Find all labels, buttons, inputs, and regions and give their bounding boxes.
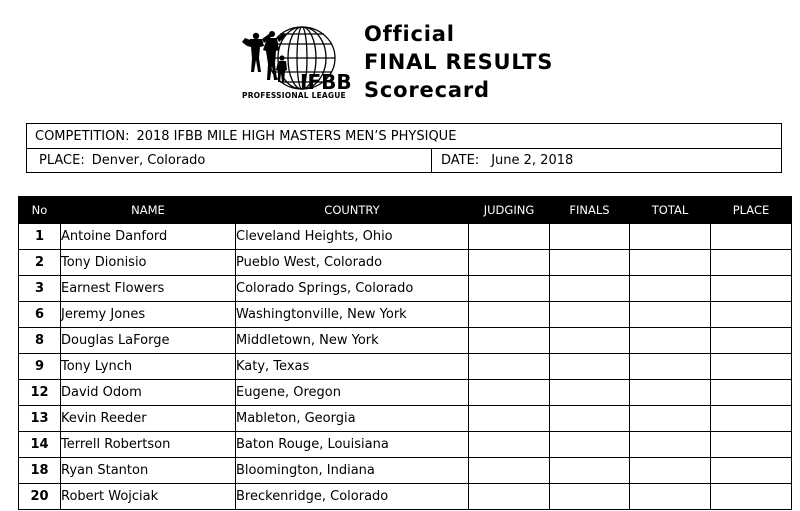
table-row [19,276,792,302]
finals-cell [550,380,630,406]
finals-cell [550,484,630,510]
results-body [19,224,792,510]
competitor-number: 18 [19,458,61,484]
table-row [19,432,792,458]
competitor-number: 6 [19,302,61,328]
place-cell [711,328,792,354]
competitor-name: Terrell Robertson [61,432,236,458]
place-cell [711,250,792,276]
competitor-location: Mableton, Georgia [236,406,469,432]
competitor-name: Robert Wojciak [61,484,236,510]
competitor-location: Bloomington, Indiana [236,458,469,484]
place-label: PLACE: [39,153,85,168]
place-cell [27,149,432,173]
competition-value: 2018 IFBB MILE HIGH MASTERS MEN’S PHYSIQUE [136,129,457,144]
total-cell [630,302,711,328]
table-header-row [19,197,792,224]
finals-cell [550,224,630,250]
competitor-location: Cleveland Heights, Ohio [236,224,469,250]
place-cell [711,406,792,432]
date-value: June 2, 2018 [491,153,574,168]
finals-cell [550,354,630,380]
competitor-name: Tony Dionisio [61,250,236,276]
total-cell [630,458,711,484]
place-cell [711,302,792,328]
finals-cell [550,432,630,458]
finals-cell [550,276,630,302]
date-cell [432,149,573,173]
competitor-name: Earnest Flowers [61,276,236,302]
table-row [19,328,792,354]
total-cell [630,380,711,406]
table-row [19,354,792,380]
competitor-number: 13 [19,406,61,432]
judging-cell [469,224,550,250]
total-cell [630,224,711,250]
judging-cell [469,354,550,380]
header-no: No [19,197,61,224]
competitor-number: 8 [19,328,61,354]
total-cell [630,406,711,432]
total-cell [630,354,711,380]
place-value: Denver, Colorado [91,153,206,168]
competitor-name: Douglas LaForge [61,328,236,354]
header-place: PLACE [711,197,792,224]
place-date-row [27,149,781,173]
title-line-3: Scorecard [364,78,490,102]
total-cell [630,432,711,458]
competitor-name: Jeremy Jones [61,302,236,328]
finals-cell [550,458,630,484]
scorecard-title [364,20,553,104]
competitor-name: Antoine Danford [61,224,236,250]
competitor-name: Tony Lynch [61,354,236,380]
table-row [19,250,792,276]
logo-org-text: IFBB [300,70,352,94]
total-cell [630,250,711,276]
judging-cell [469,432,550,458]
judging-cell [469,380,550,406]
competitor-name: David Odom [61,380,236,406]
competition-info-box [26,123,782,173]
place-cell [711,224,792,250]
results-table [18,196,792,510]
judging-cell [469,250,550,276]
judging-cell [469,328,550,354]
place-cell [711,380,792,406]
finals-cell [550,302,630,328]
place-cell [711,276,792,302]
competitor-number: 9 [19,354,61,380]
logo-league-text: PROFESSIONAL LEAGUE [242,91,346,100]
table-row [19,406,792,432]
table-row [19,484,792,510]
competitor-location: Baton Rouge, Louisiana [236,432,469,458]
header-finals: FINALS [550,197,630,224]
table-row [19,380,792,406]
place-cell [711,458,792,484]
place-cell [711,354,792,380]
date-label: DATE: [441,153,480,168]
competition-label: COMPETITION: [35,129,130,144]
competitor-number: 1 [19,224,61,250]
competitor-number: 3 [19,276,61,302]
competitor-name: Ryan Stanton [61,458,236,484]
judging-cell [469,302,550,328]
judging-cell [469,458,550,484]
competitor-number: 2 [19,250,61,276]
header-total: TOTAL [630,197,711,224]
finals-cell [550,250,630,276]
competitor-number: 14 [19,432,61,458]
title-line-1: Official [364,22,455,46]
finals-cell [550,406,630,432]
table-row [19,302,792,328]
judging-cell [469,276,550,302]
competitor-location: Eugene, Oregon [236,380,469,406]
header-name: NAME [61,197,236,224]
competitor-location: Colorado Springs, Colorado [236,276,469,302]
table-row [19,458,792,484]
competitor-location: Pueblo West, Colorado [236,250,469,276]
header-country: COUNTRY [236,197,469,224]
competition-row [27,124,781,149]
judging-cell [469,406,550,432]
title-line-2: FINAL RESULTS [364,50,554,74]
place-cell [711,432,792,458]
table-row [19,224,792,250]
judging-cell [469,484,550,510]
total-cell [630,328,711,354]
competitor-name: Kevin Reeder [61,406,236,432]
total-cell [630,484,711,510]
header-judging: JUDGING [469,197,550,224]
competitor-location: Katy, Texas [236,354,469,380]
competitor-number: 12 [19,380,61,406]
competitor-location: Middletown, New York [236,328,469,354]
place-cell [711,484,792,510]
finals-cell [550,328,630,354]
competitor-number: 20 [19,484,61,510]
competitor-location: Washingtonville, New York [236,302,469,328]
competitor-location: Breckenridge, Colorado [236,484,469,510]
total-cell [630,276,711,302]
